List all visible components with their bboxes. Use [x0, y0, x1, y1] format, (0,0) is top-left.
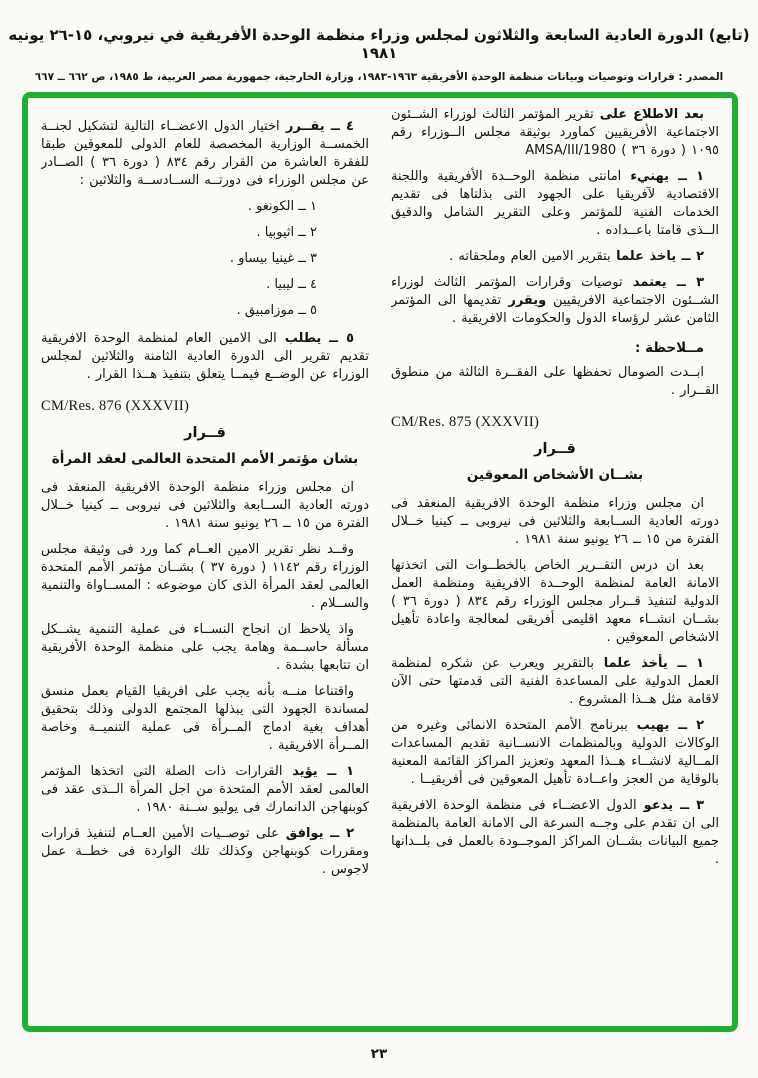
paragraph-text: واذ يلاحظ ان انجاح النســاء فى عملية التنمية يشــكل مسألة حاســمة وهامة يجب على منظمة الوحدة الأفريقية ان تتابعها بشدة . — [41, 622, 369, 673]
page-header — [0, 26, 758, 83]
paragraph-text: وقــد نظر تقرير الامين العــام كما ورد فى وثيقة مجلس الوزراء رقم ١١٤٢ ( دورة ٣٧ ) بشــان مؤتمر الأمم المتحدة العالمى لعقد المرأة الذى كان موضوعه : المســاواة والتنمية والســلام . — [41, 542, 369, 611]
paragraph-lead: ٣ ــ يدعو — [636, 798, 704, 813]
paragraph-text: الى الامين العام لمنظمة الوحدة الافريقية تقديم تقرير الى الدورة العادية الثامنة والثلاثين لمجلس الوزراء عن الوضــع فيمــا يتعلق بتنفيذ هــذا القرار . — [41, 331, 369, 382]
list-item-congo: ١ ــ الكونغو . — [247, 199, 317, 214]
paragraph-lead: ٢ ــ يهيب — [627, 718, 705, 733]
paragraph-lead: بعد الاطلاع على — [593, 107, 704, 122]
paragraph-bold-word: ويقرر — [501, 293, 547, 308]
paragraph-text: توصيات وقرارات المؤتمر الثالث لوزراء الشــئون الاجتماعية الافريقيين — [391, 275, 719, 308]
paragraph-text: اختيار الدول الاعضــاء التالية لتشكيل لجنــة الخمســة الوزارية المخصصة للعام الدولى للمعوقين طبقا للفقرة العاشرة من القرار رقم ٨٣٤ ( دورة ٣٦ ) الصــادر عن مجلس الوزراء فى دورتــه الســادســة والثلاثين : — [41, 119, 369, 188]
note-heading: مــلاحظة : — [634, 340, 704, 356]
paragraph-noting-876 — [41, 621, 369, 675]
paragraph-preamble-875 — [391, 106, 719, 160]
paragraph-text: ان مجلس وزراء منظمة الوحدة الافريقية المنعقد فى دورته العادية الســابعة والثلاثين فى نيروبى ــ كينيا خــلال الفترة من ١٥ ــ ٢٦ يونيو سنة ١٩٨١ . — [41, 480, 369, 531]
resolution-number-875: CM/Res. 875 (XXXVII) — [391, 414, 540, 430]
session-title: (تابع) الدورة العادية السابعة والثلاثون لمجلس وزراء منظمة الوحدة الأفريقية في نيروبي، ١٥-٢٦ يونيه ١٩٨١ — [8, 26, 750, 62]
note-body — [391, 364, 719, 400]
page-number: ٢٣ — [370, 1046, 388, 1062]
paragraph-875-operative-3 — [391, 797, 719, 869]
paragraph-text: ببرنامج الأمم المتحدة الانمائى وغيره من الوكالات الدولية وبالمنظمات الانســانية تقديم المساعدات المــالية لانشــاء هــذا المعهد وتعزيز المراكز القائمة المعنية بالوقاية من العجز واعــادة تأهيل المعوقين فى أفريقيــا . — [391, 718, 719, 787]
paragraph-convinced-876 — [41, 683, 369, 755]
paragraph-having-examined-875 — [391, 557, 719, 647]
column-left — [41, 106, 369, 1018]
resolution-title-875: قــرار — [534, 441, 576, 457]
paragraph-text: على توصــيات الأمين العــام لتنفيذ قرارات ومقررات كوبنهاجن وكذلك تلك الواردة فى خطــة عمل لاجوس . — [41, 826, 369, 877]
paragraph-text: تقرير المؤتمر الثالث لوزراء الشــئون الاجتماعية الأفريقيين كماورد بوثيقة مجلس الــوزراء رقم ١٠٩٥ ( دورة ٣٦ ) AMSA/III/1980 — [391, 107, 719, 158]
paragraph-text: تقديمها الى المؤتمر الثامن عشر لرؤساء الدول والحكومات الافريقية . — [391, 293, 719, 326]
paragraph-lead: ٤ ــ يقــرر — [279, 119, 354, 134]
green-border-frame — [22, 92, 738, 1032]
paragraph-875-operative-4 — [41, 118, 369, 190]
list-item-libya: ٤ ــ ليبيا . — [266, 277, 317, 292]
paragraph-lead: ٢ ــ ياخذ علما — [610, 249, 704, 264]
paragraph-text: ابــدت الصومال تحفظها على الفقــرة الثالثة من منطوق القــرار . — [391, 365, 719, 398]
paragraph-session-875 — [391, 495, 719, 549]
resolution-subtitle-876: بشان مؤتمر الأمم المتحدة العالمى لعقد المرأة — [51, 451, 359, 467]
paragraph-lead: ١ ــ يهنيء — [621, 169, 704, 184]
paragraph-text: واقتناعا منــه بأنه يجب على افريقيا القيام بعمل منسق لمساندة الجهود التى يبذلها المجتمع الدولى وذلك بتحقيق أهداف بغية ادماج المــرأة فى عملية التنميــة وخاصة المــرأة الافريقية . — [41, 684, 369, 753]
paragraph-operative-3 — [391, 274, 719, 328]
paragraph-lead: ١ ــ يؤيد — [282, 764, 355, 779]
paragraph-lead: ٥ ــ يطلب — [276, 331, 354, 346]
paragraph-having-considered-876 — [41, 541, 369, 613]
paragraph-text: ان مجلس وزراء منظمة الوحدة الافريقية المنعقد فى دورته العادية الســابعة والثلاثين فى نيروبى ــ كينيا خــلال الفترة من ١٥ ــ ٢٦ يونيو سنة ١٩٨١ . — [391, 496, 719, 547]
paragraph-lead: ١ ــ يأخذ علما — [594, 656, 705, 671]
paragraph-operative-2 — [391, 248, 719, 266]
paragraph-text: الدول الاعضــاء فى منظمة الوحدة الافريقية الى ان تقدم على وجــه السرعة الى الامانة العامة بالمنظمة جميع البيانات بشــان المراكز الموجــودة بالعمل فى بلــدانها . — [391, 798, 719, 867]
paragraph-876-operative-1 — [41, 763, 369, 817]
list-item-mozambique: ٥ ــ موزامبيق . — [236, 303, 317, 318]
source-citation: المصدر : قرارات وتوصيات وبيانات منظمة الوحدة الأفريقية ١٩٦٣-١٩٨٣، وزارة الخارجية، جمهورية مصر العربية، ط ١٩٨٥، ص ٦٦٢ ــ ٦٦٧ — [34, 71, 724, 83]
paragraph-session-876 — [41, 479, 369, 533]
paragraph-875-operative-1 — [391, 655, 719, 709]
list-item-guinea-bissau: ٣ ــ غينيا بيساو . — [229, 251, 317, 266]
list-item-ethiopia: ٢ ــ اثيوبيا . — [256, 225, 317, 240]
column-right — [391, 106, 719, 1018]
paragraph-876-operative-2 — [41, 825, 369, 879]
paragraph-875-operative-5 — [41, 330, 369, 384]
resolution-title-876: قــرار — [184, 425, 226, 441]
resolution-subtitle-875: بشــان الأشخاص المعوقين — [466, 467, 644, 483]
paragraph-lead: ٢ ــ يوافق — [278, 826, 354, 841]
paragraph-operative-1 — [391, 168, 719, 240]
two-column-layout — [41, 106, 719, 1018]
paragraph-875-operative-2 — [391, 717, 719, 789]
committee-country-list — [41, 198, 317, 320]
paragraph-text: القرارات ذات الصلة التى اتخذها المؤتمر العالمى لعقد الأمم المتحدة من اجل المرأة الــذى عقد فى كوبنهاجن الدانمارك فى يوليو ســنة ١٩٨٠ . — [41, 764, 369, 815]
paragraph-text: بتقرير الامين العام وملحقاته . — [449, 249, 611, 264]
paragraph-text: بالتقرير ويعرب عن شكره لمنظمة العمل الدولية على المساعدة الفنية التى قدمتها حتى الآن لاقامة مثل هــذا المشروع . — [391, 656, 719, 707]
paragraph-text: امانتى منظمة الوحــدة الأفريقية واللجنة الاقتصادية لآفريقيا على الجهود التى بذلتاها فى تقديم الخدمات الفنية للمؤتمر وعلى التقرير الشامل والدقيق الــذى قامتا باعــداده . — [391, 169, 719, 238]
paragraph-text: بعد ان درس التقــرير الخاص بالخطــوات التى اتخذتها الامانة العامة لمنظمة الوحــدة الافريقية ومنظمة العمل الدولية لتنفيذ قــرار مجلس الوزراء رقم ٨٣٤ ( دورة ٣٦ ) بشــان انشــاء معهد اقليمى أفريقى لمعالجة واعادة تأهيل الاشخاص المعوقين . — [391, 558, 719, 645]
resolution-number-876: CM/Res. 876 (XXXVII) — [41, 398, 190, 414]
paragraph-lead: ٣ ــ يعتمد — [622, 275, 705, 290]
